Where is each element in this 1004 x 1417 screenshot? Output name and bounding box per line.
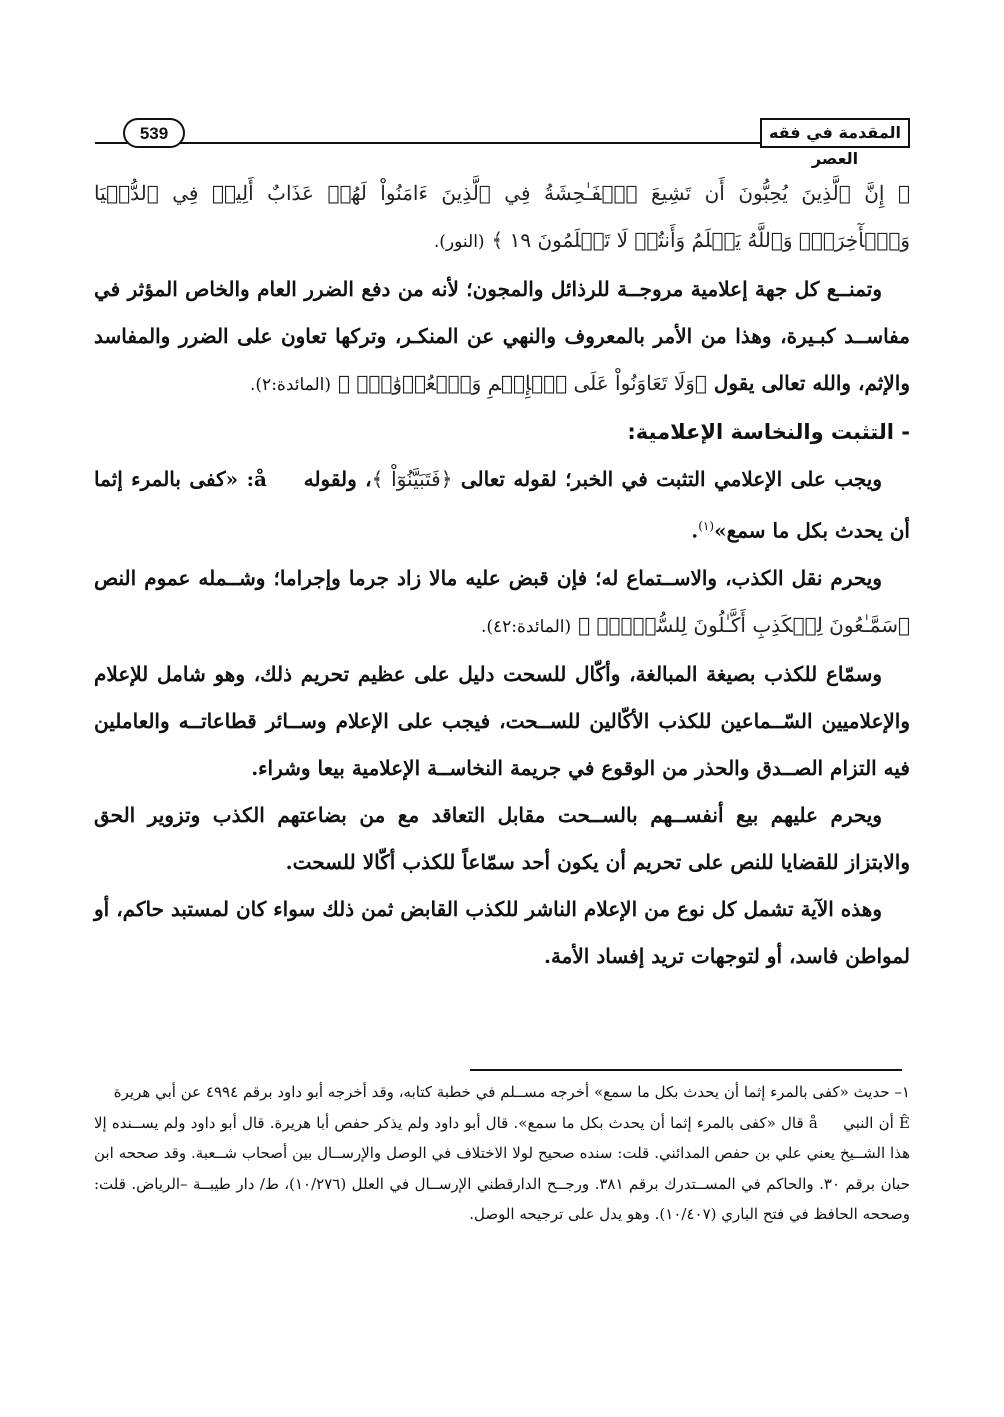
- footnote-separator: [470, 1069, 902, 1071]
- running-title: المقدمة في فقه العصر: [760, 118, 910, 148]
- paragraph: [94, 555, 910, 651]
- quran-verse: ﴿ إِنَّ ٱلَّذِينَ يُحِبُّونَ أَن تَشِيعَ ٱلۡفَـٰحِشَةُ فِي ٱلَّذِينَ ءَامَنُواْ لَهُمۡ عَذَابٌ أَلِيمٞ فِي ٱلدُّنۡيَا وَٱلۡأٓخِرَةِۚ وَٱللَّهُ يَعۡلَمُ وَأَنتُمۡ لَا تَعۡلَمُونَ ١٩ ﴾: [94, 181, 910, 252]
- verse-paragraph: [94, 170, 910, 266]
- verse-reference: (المائدة:٢).: [250, 375, 332, 395]
- paragraph: ويحرم عليهم بيع أنفســهم بالســحت مقابل التعاقد مع من بضاعتهم الكذب وتزوير الحق والابتزاز للقضايا للنص على تحريم أن يكون أحد سمّاعاً للكذب أكّالا للسحت.: [94, 802, 910, 874]
- paragraph-text: ويجب على الإعلامي التثبت في الخبر؛ لقوله تعالى: [460, 467, 883, 491]
- paragraph: وسمّاع للكذب بصيغة المبالغة، وأكّال للسحت دليل على عظيم تحريم ذلك، وهو شامل للإعلام والإعلاميين السّــماعين للكذب الأكّالين للســحت، فيجب على الإعلام وســائر قطاعاتــه والعاملين فيه التزام الصــدق والحذر من الوقوع في جريمة النخاســة الإعلامية بيعا وشراء.: [94, 661, 910, 780]
- paragraph-text: وتمنــع كل جهة إعلامية مروجــة للرذائل والمجون؛ لأنه من دفع الضرر العام والخاص المؤثر في مفاســد كبـيرة، وهذا من الأمر بالمعروف والنهي عن المنكـر، وتركها تعاون على الضرر والمفاسد والإثم، والله تعالى يقول: [94, 277, 910, 395]
- quran-verse: ﴿وَلَا تَعَاوَنُواْ عَلَى ٱلۡإِثۡمِ وَٱلۡعُدۡوَٰنِۚ ﴾: [338, 371, 707, 395]
- paragraph: [94, 456, 910, 555]
- footnote-marker[interactable]: (١): [698, 519, 715, 533]
- verse-reference: (النور).: [433, 232, 485, 252]
- paragraph-text: .: [691, 518, 699, 543]
- quran-verse: ﴿سَمَّـٰعُونَ لِلۡكَذِبِ أَكَّـٰلُونَ لِلسُّحۡتِۚ ﴾: [578, 612, 910, 637]
- paragraph: وهذه الآية تشمل كل نوع من الإعلام الناشر للكذب القابض ثمن ذلك سواء كان لمستبد حاكم، أو لمواطن فاسد، أو لتوجهات تريد إفساد الأمة.: [94, 896, 910, 968]
- page-header: [95, 118, 910, 168]
- quran-verse: ﴿فَتَبَيَّنُوٓاْ ﴾: [371, 467, 453, 491]
- verse-reference: (المائدة:٤٢).: [480, 616, 572, 637]
- paragraph-text: ويحرم نقل الكذب، والاســتماع له؛ فإن قبض عليه مالا زاد جرما وإجراما؛ وشــمله عموم النص: [94, 565, 882, 590]
- section-heading: - التثبت والنخاسة الإعلامية:: [627, 420, 910, 444]
- paragraph-text: ، ولقوله å: «كفى بالمرء إثما أن يحدث بكل ما سمع»: [94, 467, 910, 543]
- page-number: 539: [123, 118, 185, 148]
- footnote: ١– حديث «كفى بالمرء إثما أن يحدث بكل ما سمع» أخرجه مســلم في خطبة كتابه، وقد أخرجه أبو داود برقم ٤٩٩٤ عن أبي هريرة Ê أن النبي å قال «كفى بالمرء إثما أن يحدث بكل ما سمع». قال أبو داود ولم يذكر حفص أبا هريرة. قال أبو داود ولم يســنده إلا هذا الشــيخ يعني علي بن حفص المدائني. قلت: سنده صحيح لولا الاختلاف في الوصل والإرســال بين أصحاب شــعبة. وقد صححه ابن حبان برقم ٣٠. والحاكم في المســتدرك برقم ٣٨١. ورجــح الدارقطني الإرســال في العلل (١٠/٢٧٦)، ط/ دار طيبــة –الرياض. قلت: وصححه الحافظ في فتح الباري (١٠/٤٠٧). وهو يدل على ترجيحه الوصل.: [94, 1083, 910, 1223]
- paragraph: [94, 266, 910, 409]
- main-text: [94, 170, 910, 980]
